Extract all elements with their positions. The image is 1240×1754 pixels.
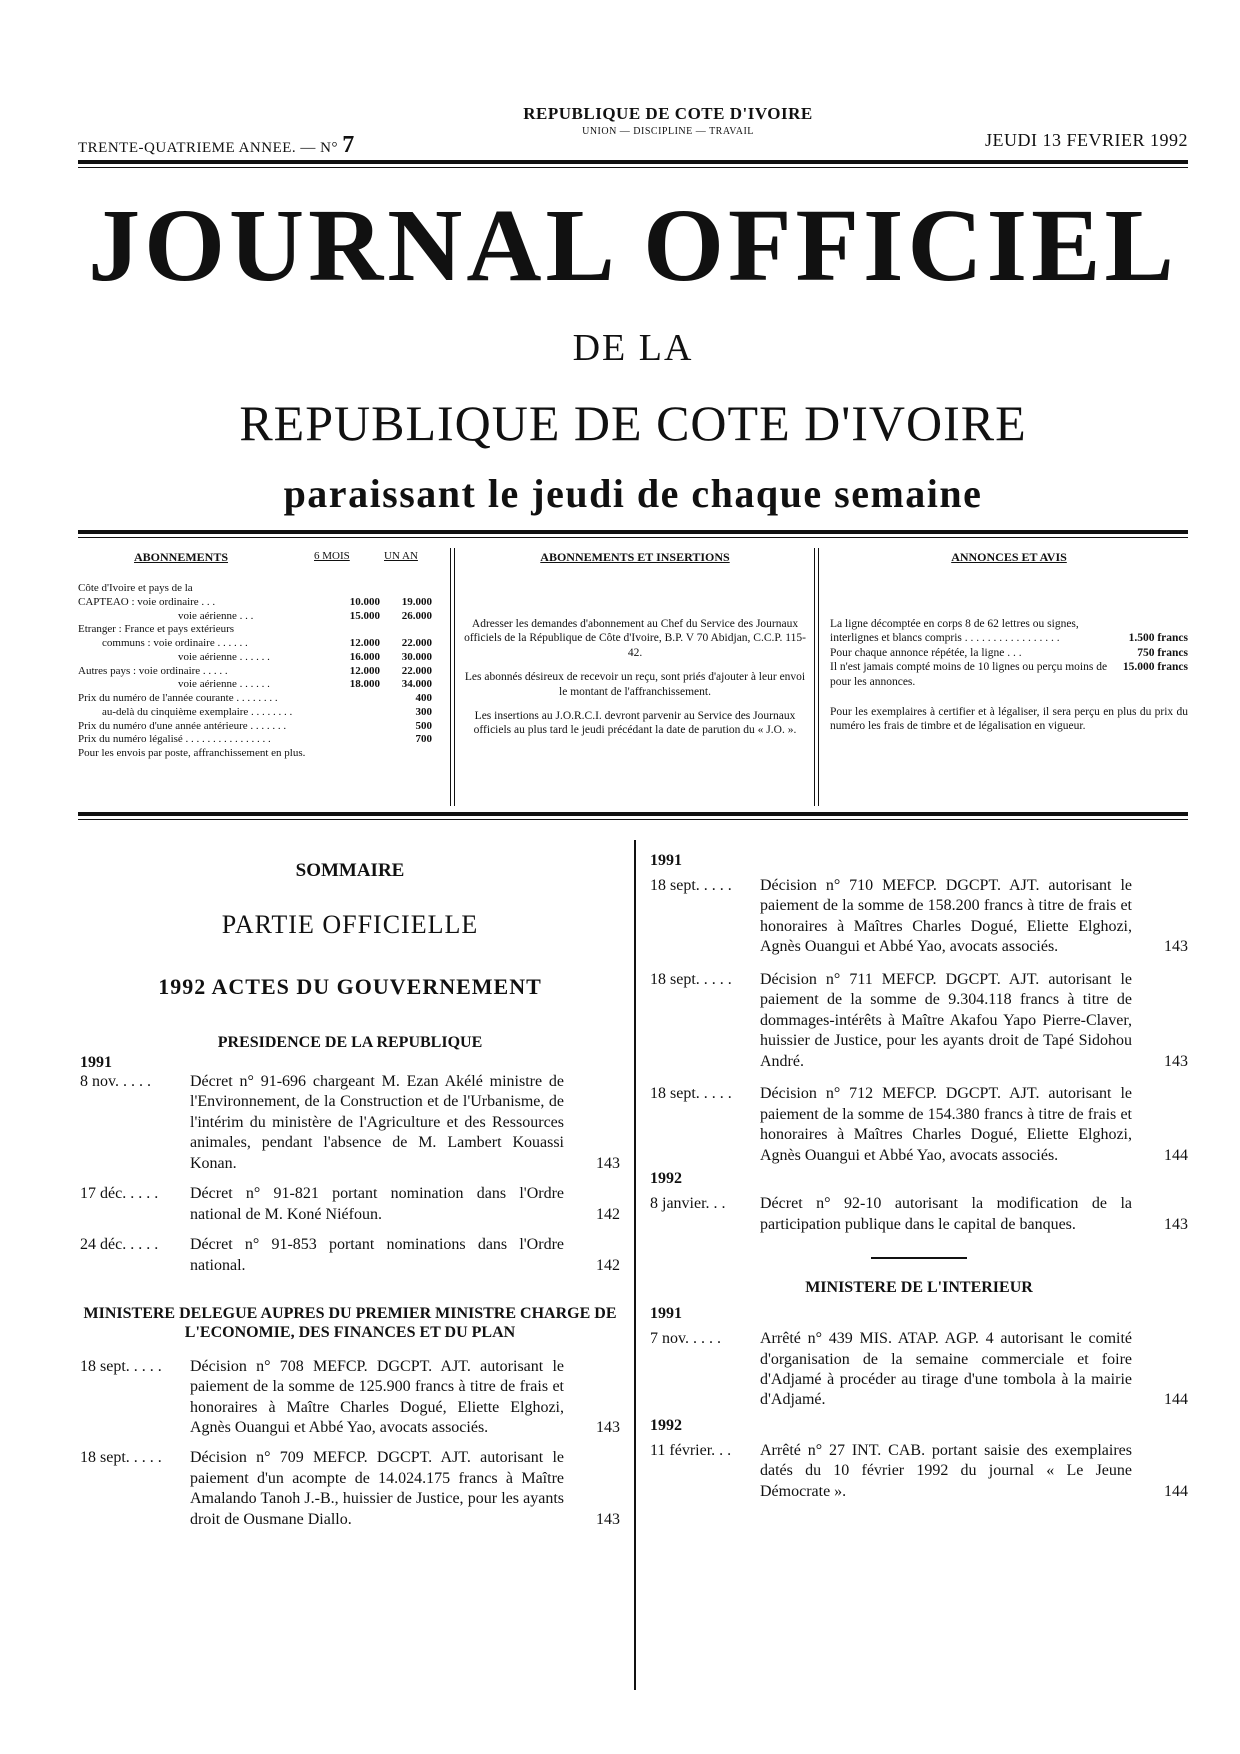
price-unan: 400 <box>415 692 432 704</box>
entry-text: Arrêté n° 27 INT. CAB. portant saisie des exemplaires datés du 10 février 1992 du journal « Le Jeune Démocrate ». <box>760 1441 1132 1500</box>
price-6mois: 10.000 <box>349 595 380 608</box>
price-unan: 34.000 <box>401 678 432 691</box>
interieur-heading: MINISTERE DE L'INTERIEUR <box>805 1279 1033 1297</box>
table-row <box>78 692 438 706</box>
ministere-eco-heading: MINISTERE DELEGUE AUPRES DU PREMIER MINISTRE CHARGE DE L'ECONOMIE, DES FINANCES ET DU PLAN <box>83 1305 617 1342</box>
issue-date: JEUDI 13 FEVRIER 1992 <box>985 130 1188 150</box>
table-row <box>78 733 438 747</box>
annonces-price2: 750 francs <box>1137 646 1188 659</box>
entry-date: 7 nov. . . . . <box>650 1330 721 1348</box>
divider <box>814 548 815 806</box>
entry-page: 143 <box>596 1510 620 1528</box>
row-label: CAPTEAO : voie ordinaire . . . <box>78 595 216 608</box>
list-item <box>80 1184 620 1225</box>
subscriptions-panel <box>78 550 438 806</box>
journal-title: JOURNAL OFFICIEL <box>88 188 1178 303</box>
annonces-price3: 15.000 francs <box>1122 661 1188 674</box>
row-label: voie aérienne . . . . . . <box>178 650 270 663</box>
subscriptions-intro: Côte d'Ivoire et pays de la <box>78 582 193 594</box>
divider <box>78 819 1188 820</box>
table-row <box>78 665 438 679</box>
insertions-header: ABONNEMENTS ET INSERTIONS <box>540 550 730 564</box>
entry-date: 18 sept. . . . . <box>650 877 732 894</box>
edition-info <box>78 132 355 159</box>
row-label: voie aérienne . . . . . . <box>178 678 270 691</box>
price-unan: 22.000 <box>401 664 432 677</box>
list-item <box>80 1072 620 1174</box>
divider <box>78 537 1188 538</box>
entry-page: 142 <box>596 1256 620 1274</box>
republic-header <box>458 104 878 137</box>
list-item <box>80 1357 620 1439</box>
list-item <box>650 970 1188 1072</box>
divider <box>78 167 1188 168</box>
presidence-entries <box>80 1072 620 1276</box>
insertions-p3: Les insertions au J.O.R.C.I. devront parvenir au Service des Journaux officiels au plus tard le jeudi précédant la date de parution du « J.O. ». <box>473 709 797 737</box>
list-item <box>650 1329 1188 1411</box>
year-label: 1992 <box>650 1416 682 1434</box>
price-6mois: 16.000 <box>349 650 380 663</box>
price-unan <box>380 623 438 637</box>
price-unan: 700 <box>415 733 432 746</box>
year-label: 1991 <box>650 1305 682 1323</box>
price-unan: 300 <box>415 705 432 718</box>
price-6mois: 12.000 <box>349 637 380 649</box>
price-6mois: 12.000 <box>349 664 380 677</box>
row-label: Prix du numéro de l'année courante . . . . . . . . <box>78 692 278 704</box>
table-row <box>78 720 438 734</box>
price-6mois <box>328 733 380 747</box>
actes-heading: 1992 ACTES DU GOUVERNEMENT <box>158 974 542 999</box>
price-unan: 500 <box>415 719 432 732</box>
row-label: voie aérienne . . . <box>178 609 254 622</box>
entry-text: Décret n° 91-821 portant nomination dans l'Ordre national de M. Koné Niéfoun. <box>190 1185 564 1223</box>
entry-text: Décret n° 92-10 autorisant la modification de la participation publique dans le capital de banques. <box>760 1195 1132 1233</box>
list-item <box>80 1235 620 1276</box>
col-unan: UN AN <box>384 550 418 562</box>
entry-date: 18 sept. . . . . <box>80 1357 162 1375</box>
table-row <box>78 678 438 692</box>
motto: UNION — DISCIPLINE — TRAVAIL <box>582 126 754 137</box>
price-unan: 22.000 <box>401 637 432 649</box>
economie-entries <box>80 1357 620 1531</box>
entry-text: Arrêté n° 439 MIS. ATAP. AGP. 4 autorisant le comité d'organisation de la semaine commerciale et foire d'Adjamé à procéder au tirage d'une tombola à la mairie d'Adjamé. <box>760 1330 1132 1409</box>
year-label: 1991 <box>650 852 682 869</box>
year-label: 1991 <box>80 1054 112 1071</box>
subscriptions-table <box>78 596 438 761</box>
row-label: Prix du numéro légalisé . . . . . . . . . . . . . . . . <box>78 733 271 746</box>
annonces-p4: Pour les exemplaires à certifier et à légaliser, il sera perçu en plus du prix du numéro les frais de timbre et de légalisation en vigueur. <box>830 705 1188 733</box>
list-item <box>650 1194 1188 1235</box>
list-item <box>80 1448 620 1530</box>
edition-label: TRENTE-QUATRIEME ANNEE. — N° <box>78 140 338 156</box>
list-item <box>650 1441 1188 1502</box>
price-6mois: 18.000 <box>349 678 380 691</box>
entry-page: 143 <box>596 1419 620 1436</box>
annonces-header: ANNONCES ET AVIS <box>951 550 1067 564</box>
price-6mois: 15.000 <box>349 609 380 622</box>
entry-text: Décision n° 709 MEFCP. DGCPT. AJT. autorisant le paiement d'un acompte de 14.024.175 francs à Maître Amalando Tanoh J.-B., huissier de Justice, pour les ayants droit de Ousmane Diallo. <box>190 1449 564 1528</box>
masthead-top-bar <box>78 104 1188 158</box>
entry-text: Décision n° 708 MEFCP. DGCPT. AJT. autorisant le paiement de la somme de 125.900 francs à titre de frais et honoraires à Maître Charles Dogué, Eliette Elghozi, Agnès Ouangui et Abbé Yao, avocats associés. <box>190 1357 564 1436</box>
price-6mois <box>328 720 380 734</box>
entry-date: 8 janvier. . . <box>650 1195 726 1213</box>
divider <box>78 160 1188 164</box>
list-item <box>650 876 1188 958</box>
entry-text: Décret n° 91-696 chargeant M. Ezan Akélé ministre de l'Environnement, de la Construction et de l'Urbanisme, de l'intérim du ministère de l'Agriculture et des Ressources animales, pendant l'absence de M. Lambert Kouassi Konan. <box>190 1073 564 1172</box>
sommaire-title: SOMMAIRE <box>295 860 405 881</box>
table-row <box>78 651 438 665</box>
row-label: Autres pays : voie ordinaire . . . . . <box>78 664 228 677</box>
table-row <box>78 637 438 651</box>
annonces-line3: Il n'est jamais compté moins de 10 lignes ou perçu moins de pour les annonces. <box>830 661 1108 688</box>
subscriptions-header: ABONNEMENTS <box>134 550 229 564</box>
entry-date: 8 nov. . . . . <box>80 1073 151 1090</box>
row-label: communs : voie ordinaire . . . . . . <box>102 637 248 649</box>
row-label: au-delà du cinquième exemplaire . . . . . . . . <box>102 705 293 718</box>
price-6mois <box>328 706 380 720</box>
economie-entries-continued <box>650 876 1188 1166</box>
price-6mois <box>328 747 380 761</box>
entry-page: 143 <box>1164 1215 1188 1233</box>
table-row <box>78 596 438 610</box>
entry-text: Décision n° 711 MEFCP. DGCPT. AJT. autorisant le paiement de la somme de 9.304.118 francs à titre de dommages-intérêts à Maître Akafou Yapo Pierre-Claver, huissier de Justice, pour les ayants droit de Tapé Sidohou André. <box>760 970 1132 1070</box>
row-label: Prix du numéro d'une année antérieure . . . . . . . <box>78 719 287 732</box>
edition-number: 7 <box>342 132 355 158</box>
title-de-la: DE LA <box>572 327 694 369</box>
partie-officielle: PARTIE OFFICIELLE <box>221 910 479 939</box>
entry-date: 18 sept. . . . . <box>650 970 732 988</box>
annonces-line2: Pour chaque annonce répétée, la ligne . . . <box>830 646 1022 659</box>
insertions-panel <box>464 550 806 806</box>
entry-date: 18 sept. . . . . <box>80 1449 162 1467</box>
insertions-p2: Les abonnés désireux de recevoir un reçu, sont priés d'ajouter à leur envoi le montant de l'affranchissement. <box>464 671 806 698</box>
price-unan: 30.000 <box>401 650 432 663</box>
entry-date: 18 sept. . . . . <box>650 1085 732 1103</box>
divider <box>78 530 1188 534</box>
price-6mois <box>328 623 380 637</box>
publication-frequency: paraissant le jeudi de chaque semaine <box>283 471 983 516</box>
col-6mois: 6 MOIS <box>314 550 350 562</box>
entry-date: 11 février. . . <box>650 1441 732 1459</box>
table-row <box>78 747 438 761</box>
republic-name: REPUBLIQUE DE COTE D'IVOIRE <box>523 104 813 123</box>
price-unan: 19.000 <box>401 595 432 608</box>
entry-text: Décret n° 91-853 portant nominations dans l'Ordre national. <box>190 1236 564 1274</box>
sommaire-left-column <box>80 860 620 1530</box>
table-row <box>78 610 438 624</box>
entry-text: Décision n° 712 MEFCP. DGCPT. AJT. autorisant le paiement de la somme de 154.380 francs à titre de frais et honoraires à Maîtres Charles Dogué, Eliette Elghozi, Agnès Ouangui et Abbé Yao, avocats associés. <box>760 1085 1132 1164</box>
divider <box>454 548 455 806</box>
divider <box>78 812 1188 816</box>
table-row <box>78 623 438 637</box>
entry-page: 144 <box>1164 1391 1188 1409</box>
entry-page: 143 <box>1164 938 1188 956</box>
divider <box>450 548 451 806</box>
table-row <box>78 706 438 720</box>
annonces-panel <box>830 550 1188 806</box>
insertions-p1: Adresser les demandes d'abonnement au Chef du Service des Journaux officiels de la République de Côte d'Ivoire, B.P. V 70 Abidjan, C.C.P. 115-42. <box>464 618 806 659</box>
divider <box>871 1257 967 1259</box>
price-unan: 26.000 <box>401 609 432 622</box>
entry-page: 144 <box>1164 1482 1188 1500</box>
presidence-heading: PRESIDENCE DE LA REPUBLIQUE <box>217 1034 483 1051</box>
entry-date: 17 déc. . . . . <box>80 1185 159 1203</box>
entry-text: Décision n° 710 MEFCP. DGCPT. AJT. autorisant le paiement de la somme de 158.200 francs à titre de frais et honoraires à Maîtres Charles Dogué, Eliette Elghozi, Agnès Ouangui et Abbé Yao, avocats associés. <box>760 877 1132 956</box>
row-label: Etranger : France et pays extérieurs <box>78 623 235 636</box>
title-country: REPUBLIQUE DE COTE D'IVOIRE <box>239 395 1027 451</box>
column-separator <box>634 840 636 1690</box>
list-item <box>650 1084 1188 1166</box>
row-label: Pour les envois par poste, affranchissement en plus. <box>78 747 306 759</box>
entry-page: 142 <box>596 1205 620 1223</box>
price-6mois <box>328 692 380 706</box>
divider <box>818 548 819 806</box>
annonces-price1: 1.500 francs <box>1128 632 1188 645</box>
entry-page: 144 <box>1164 1146 1188 1164</box>
entry-page: 143 <box>1164 1052 1188 1070</box>
year-label: 1992 <box>650 1170 682 1188</box>
price-unan <box>380 747 438 761</box>
sommaire-right-column <box>650 852 1188 1502</box>
annonces-line1: La ligne décomptée en corps 8 de 62 lettres ou signes, interlignes et blancs compris . . . . . . . . . . . . . . . . . <box>830 618 1079 645</box>
entry-date: 24 déc. . . . . <box>80 1236 159 1254</box>
entry-page: 143 <box>596 1154 620 1172</box>
